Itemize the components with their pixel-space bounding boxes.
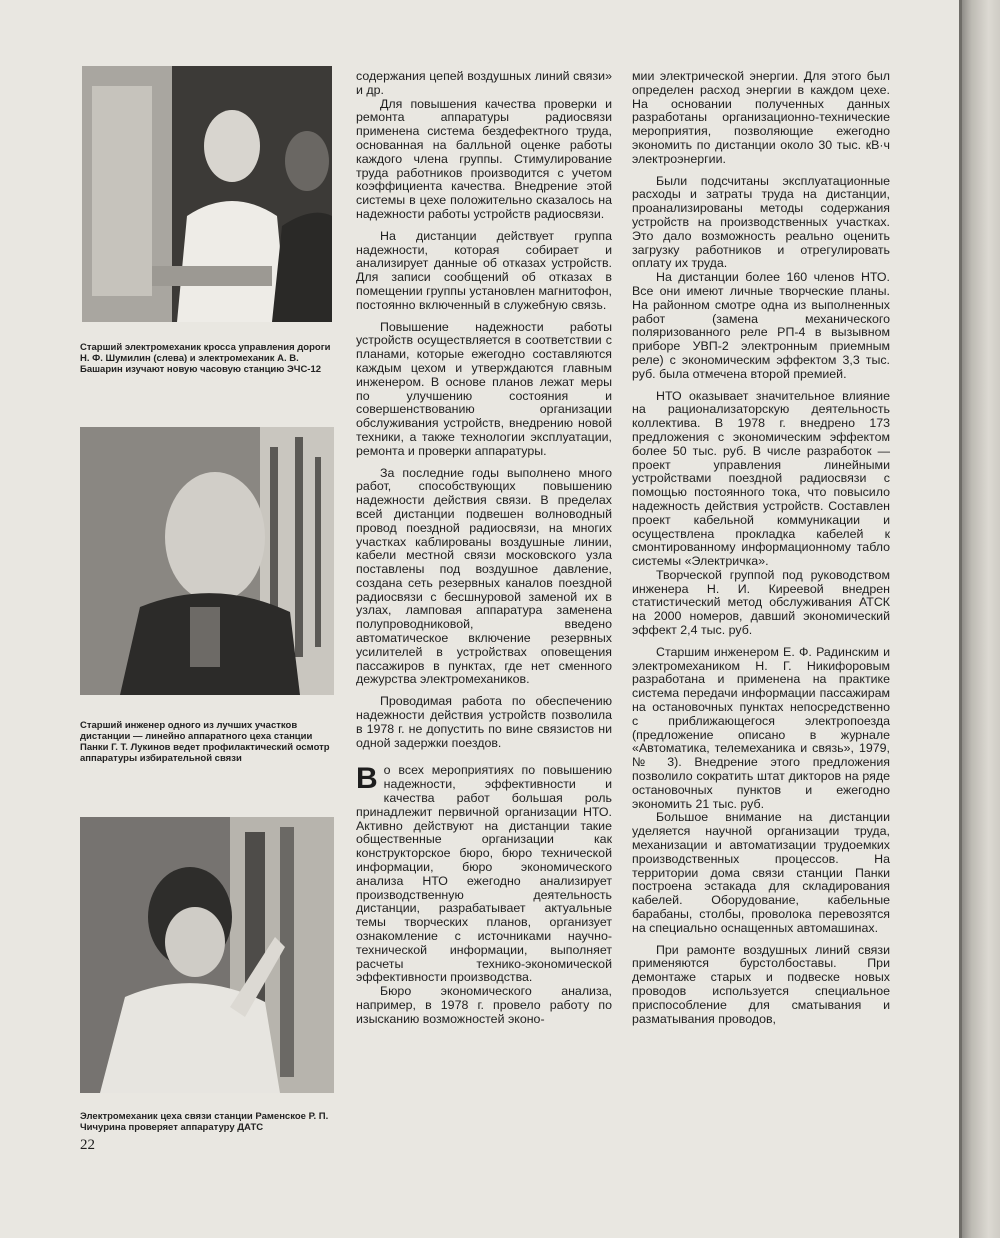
paragraph: Творческой группой под руководством инженера Н. И. Киреевой внедрен статистический метод обслуживания АТСК на 2000 номеров, давший экономический эффект 2,4 тыс. руб. — [632, 567, 890, 638]
paragraph: Для повышения качества проверки и ремонта аппаратуры радиосвязи применена система бездефектного труда, основанная на балльной оценке работы каждого члена группы. Стимулирование труда работников производится с учетом коэффициента качества. Внедрение этой системы в цехе положительно сказалось на надежности работы устройств радиосвязи. — [356, 96, 612, 221]
paragraph: Большое внимание на дистанции уделяется научной организации труда, механизации и автоматизации трудоемких производственных процессов. На территории дома связи станции Панки построена эстакада для складирования кабелей. Оборудование, кабельные барабаны, столбы, проволока перевозятся на специально оснащенных автомашинах. — [632, 810, 890, 935]
paragraph-dropcap — [356, 764, 612, 985]
paragraph: Были подсчитаны эксплуатационные расходы и затраты труда на дистанции, проанализированы методы содержания устройств на производственных участках. Это дало возможность реально оценить загрузку работников и отрегулировать оплату их труда. — [632, 173, 890, 271]
paragraph: За последние годы выполнено много работ, способствующих повышению надежности действия связи. В пределах всей дистанции подвешен волноводный провод поездной радиосвязи, на многих участках каблированы воздушные линии, кабели местной связи московского узла поставлены под воздушное давление, создана сеть резервных каналов поездной радиосвязи с бесшнуровой заменой их в узлах, ламповая аппаратура заменена полупроводниковой, введено автоматическое включение резервных усилителей в устройствах оповещения пассажиров в пунктах, где нет сменного дежурства электромехаников. — [356, 465, 612, 687]
paragraph: Проводимая работа по обеспечению надежности действия устройств позволила в 1978 г. не допустить по вине связистов ни одной задержки поездов. — [356, 694, 612, 750]
photo-woman-dats-equipment — [80, 817, 334, 1093]
paragraph: При рамонте воздушных линий связи применяются бурстолбоставы. При демонтаже старых и подвеске новых проводов используется специальное приспособление для сматывания и разматывания проводов, — [632, 942, 890, 1026]
text-column-1 — [356, 70, 612, 1027]
photo-caption-1: Старший электромеханик кросса управления дороги Н. Ф. Шумилин (слева) и электромеханик А. В. Башарин изучают новую часовую станцию ЭЧС-12 — [80, 342, 331, 375]
paragraph: Бюро экономического анализа, например, в 1978 г. провело работу по изысканию возможностей эконо- — [356, 984, 612, 1026]
paragraph: Повышение надежности работы устройств осуществляется в соответствии с планами, которые ежегодно составляются каждым цехом и утверждаются главным инженером. В основе планов лежат меры по улучшению состояния и совершенствованию организации обслуживания устройств, внедрению новой техники, а также технологии эксплуатации, ремонта и проверки аппаратуры. — [356, 319, 612, 458]
drop-cap-letter: В — [356, 762, 378, 796]
dropcap-paragraph-text: о всех мероприятиях по повышению надежности, эффективности и качества работ большая роль принадлежит первичной организации НТО. Активно действуют на дистанции такие общественные организации как конструкторское бюро, бюро технической информации, бюро экономического анализа НТО ежегодно анализирует производственную деятельность дистанции, разрабатывает актуальные темы творческих планов, организует ознакомление с источниками научно-технической информации, выполняет расчеты технико-экономической эффективности производства. — [356, 763, 612, 985]
paragraph: мии электрической энергии. Для этого был определен расход энергии в каждом цехе. На основании полученных данных разработаны организационно-технические мероприятия, позволяющие ежегодно экономить по дистанции около 30 тыс. кВ·ч электроэнергии. — [632, 69, 890, 166]
photo-caption-2: Старший инженер одного из лучших участков дистанции — линейно аппаратного цеха станции Панки Г. Т. Лукинов ведет профилактический осмотр аппаратуры избирательной связи — [80, 720, 330, 764]
paragraph: содержания цепей воздушных линий связи» и др. — [356, 69, 612, 97]
paragraph: НТО оказывает значительное влияние на рационализаторскую деятельность коллектива. В 1978 г. внедрено 173 предложения с экономическим эффектом более 50 тыс. руб. В числе разработок — проект управления линейными устройствами поездной радиосвязи с помощью постоянного тока, что повысило надежность действия устройств. Составлен проект кабельной коммуникации и осуществлена прокладка кабелей к смонтированному информационному табло системы «Электричка». — [632, 388, 890, 569]
paragraph: На дистанции более 160 членов НТО. Все они имеют личные творческие планы. На районном смотре одна из выполненных работ (замена механического поляризованного реле РП-4 в вызывном приборе УВП-2 электронным приемным реле) с экономическим эффектом 3,3 тыс. руб. была отмечена второй премией. — [632, 270, 890, 381]
paragraph: На дистанции действует группа надежности, которая собирает и анализирует данные об отказах устройств. Для записи сообщений об отказах в помещении группы установлен магнитофон, постоянно включенный в служебную связь. — [356, 228, 612, 312]
text-column-2 — [632, 70, 890, 1026]
book-spine — [962, 0, 1000, 1238]
photo-two-men-clock-station — [82, 66, 332, 322]
page-number: 22 — [80, 1137, 95, 1153]
photo-caption-3: Электромеханик цеха связи станции Раменское Р. П. Чичурина проверяет аппаратуру ДАТС — [80, 1111, 329, 1133]
paragraph: Старшим инженером Е. Ф. Радинским и электромехаником Н. Г. Никифоровым разработана и применена на практике система передачи информации пассажирам на остановочных пунктах непосредственно с приближающегося электропоезда (предложение описано в журнале «Автоматика, телемеханика и связь», 1979, № 3). Внедрение этого предложения позволило сократить штат дикторов на ряде остановочных пунктов и ежегодно экономить 21 тыс. руб. — [632, 644, 890, 811]
photo-engineer-inspection — [80, 427, 334, 695]
